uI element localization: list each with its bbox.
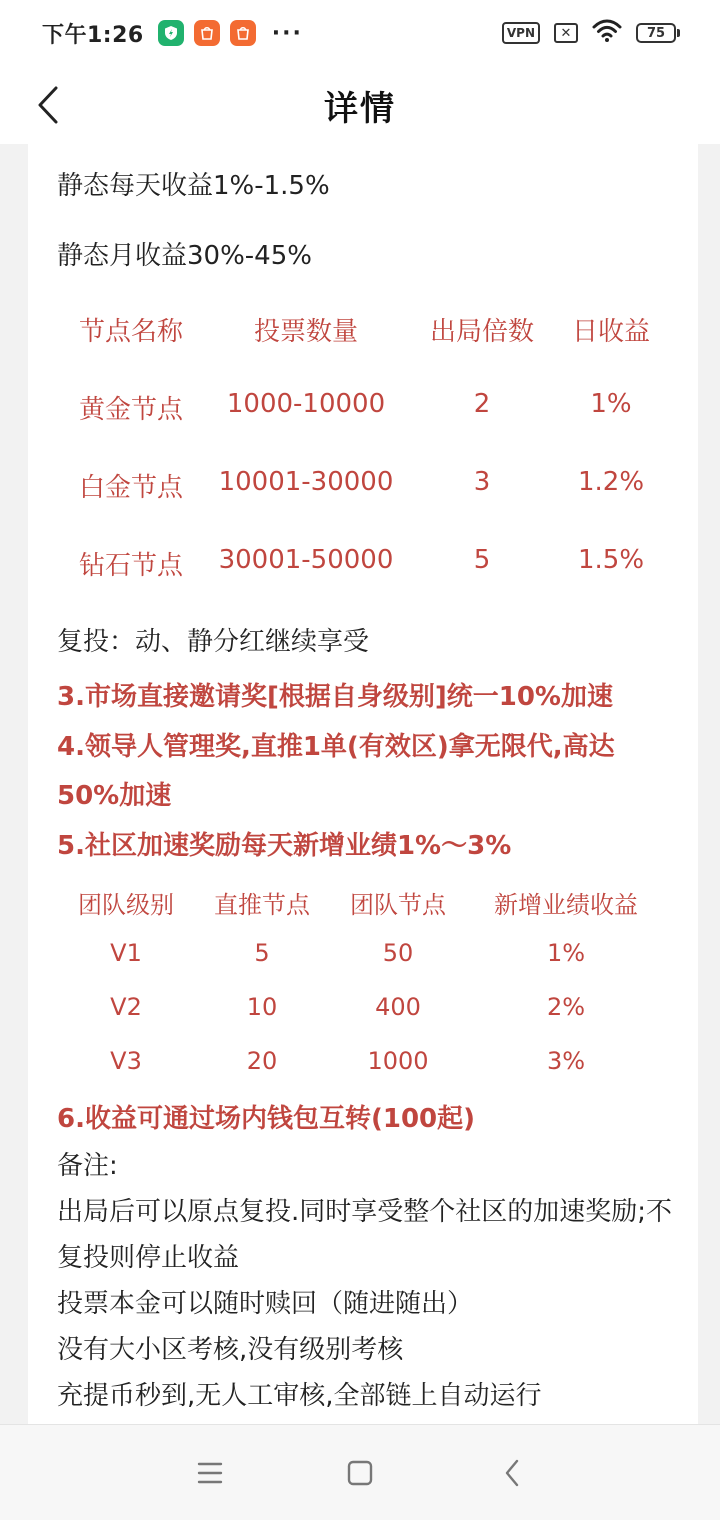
item5-text: 5.社区加速奖励每天新增业绩1%～3% — [57, 831, 512, 861]
note-text: 出局后可以原点复投.同时享受整个社区的加速奖励;不 — [57, 1197, 673, 1227]
status-bar — [0, 0, 720, 66]
system-nav-bar — [0, 1424, 720, 1520]
node-table-cell: 3 — [473, 467, 491, 497]
team-table-cell: 50 — [382, 939, 414, 967]
team-table-header: 直推节点 — [214, 891, 310, 919]
team-table-header: 团队节点 — [350, 891, 446, 919]
team-table-header: 新增业绩收益 — [494, 891, 638, 919]
back-triangle-icon — [504, 1459, 520, 1487]
node-table-cell: 1.5% — [577, 545, 645, 575]
top-nav-header — [0, 66, 720, 144]
detail-content[interactable] — [28, 144, 698, 1424]
wifi-icon — [592, 19, 622, 47]
note-text: 复投则停止收益 — [57, 1243, 240, 1273]
more-notifications-icon: ··· — [271, 20, 303, 46]
static-monthly-text: 静态月收益30%-45% — [57, 241, 312, 271]
node-table-cell: 1.2% — [577, 467, 645, 497]
static-daily-text: 静态每天收益1%-1.5% — [57, 171, 330, 201]
node-table-cell: 30001-50000 — [218, 545, 394, 575]
team-table-header: 团队级别 — [78, 891, 174, 919]
team-table-cell: 2% — [546, 993, 586, 1021]
battery-icon — [636, 23, 680, 43]
note-text: 没有大小区考核,没有级别考核 — [57, 1335, 404, 1365]
back-arrow-icon — [37, 86, 59, 124]
node-table-cell: 10001-30000 — [218, 467, 394, 497]
team-table-cell: 1000 — [367, 1047, 429, 1075]
team-table-cell: 3% — [546, 1047, 586, 1075]
item4-text: 4.领导人管理奖,直推1单(有效区)拿无限代,高达 — [57, 732, 615, 762]
node-table-header: 节点名称 — [78, 317, 183, 347]
item3-text: 3.市场直接邀请奖[根据自身级别]统一10%加速 — [57, 682, 613, 712]
node-table-header: 投票数量 — [253, 317, 358, 347]
no-sim-icon: ✕ — [554, 23, 578, 43]
team-table-cell: 10 — [246, 993, 278, 1021]
note-text: 投票本金可以随时赎回（随进随出） — [57, 1289, 474, 1319]
reinvest-text: 复投：动、静分红继续享受 — [57, 627, 370, 657]
team-table-cell: 400 — [375, 993, 421, 1021]
team-table-cell: V2 — [110, 993, 142, 1021]
node-table-cell: 黄金节点 — [78, 395, 183, 425]
shield-app-icon — [158, 20, 184, 46]
team-table-cell: V3 — [110, 1047, 142, 1075]
item6-text: 6.收益可通过场内钱包互转(100起) — [57, 1104, 476, 1134]
back-button[interactable] — [28, 80, 68, 130]
team-table-cell: 5 — [254, 939, 270, 967]
team-table-cell: 1% — [546, 939, 586, 967]
note-text: 充提币秒到,无人工审核,全部链上自动运行 — [57, 1381, 542, 1411]
battery-level: 75 — [636, 23, 676, 43]
home-icon — [347, 1460, 373, 1486]
status-time: 下午1:26 — [42, 22, 144, 48]
node-table-cell: 5 — [473, 545, 491, 575]
node-table-cell: 1000-10000 — [226, 389, 386, 419]
node-table-cell: 钻石节点 — [78, 551, 183, 581]
page-title: 详情 — [324, 88, 396, 129]
system-back-button[interactable] — [492, 1453, 532, 1493]
item4-text-cont: 50%加速 — [57, 781, 172, 811]
menu-button[interactable] — [190, 1453, 230, 1493]
node-table-cell: 1% — [590, 389, 632, 419]
note-label: 备注: — [57, 1151, 118, 1181]
status-indicators — [502, 19, 680, 47]
vpn-icon: VPN — [502, 22, 540, 44]
battery-tip — [677, 29, 680, 37]
team-table-cell: 20 — [246, 1047, 278, 1075]
node-table-header: 出局倍数 — [429, 317, 534, 347]
mi-store-icon — [230, 20, 256, 46]
home-button[interactable] — [340, 1453, 380, 1493]
node-table-cell: 白金节点 — [78, 473, 183, 503]
node-table-cell: 2 — [473, 389, 491, 419]
mi-store-icon — [194, 20, 220, 46]
team-table-cell: V1 — [110, 939, 142, 967]
node-table-header: 日收益 — [571, 317, 650, 347]
menu-icon — [198, 1462, 222, 1484]
